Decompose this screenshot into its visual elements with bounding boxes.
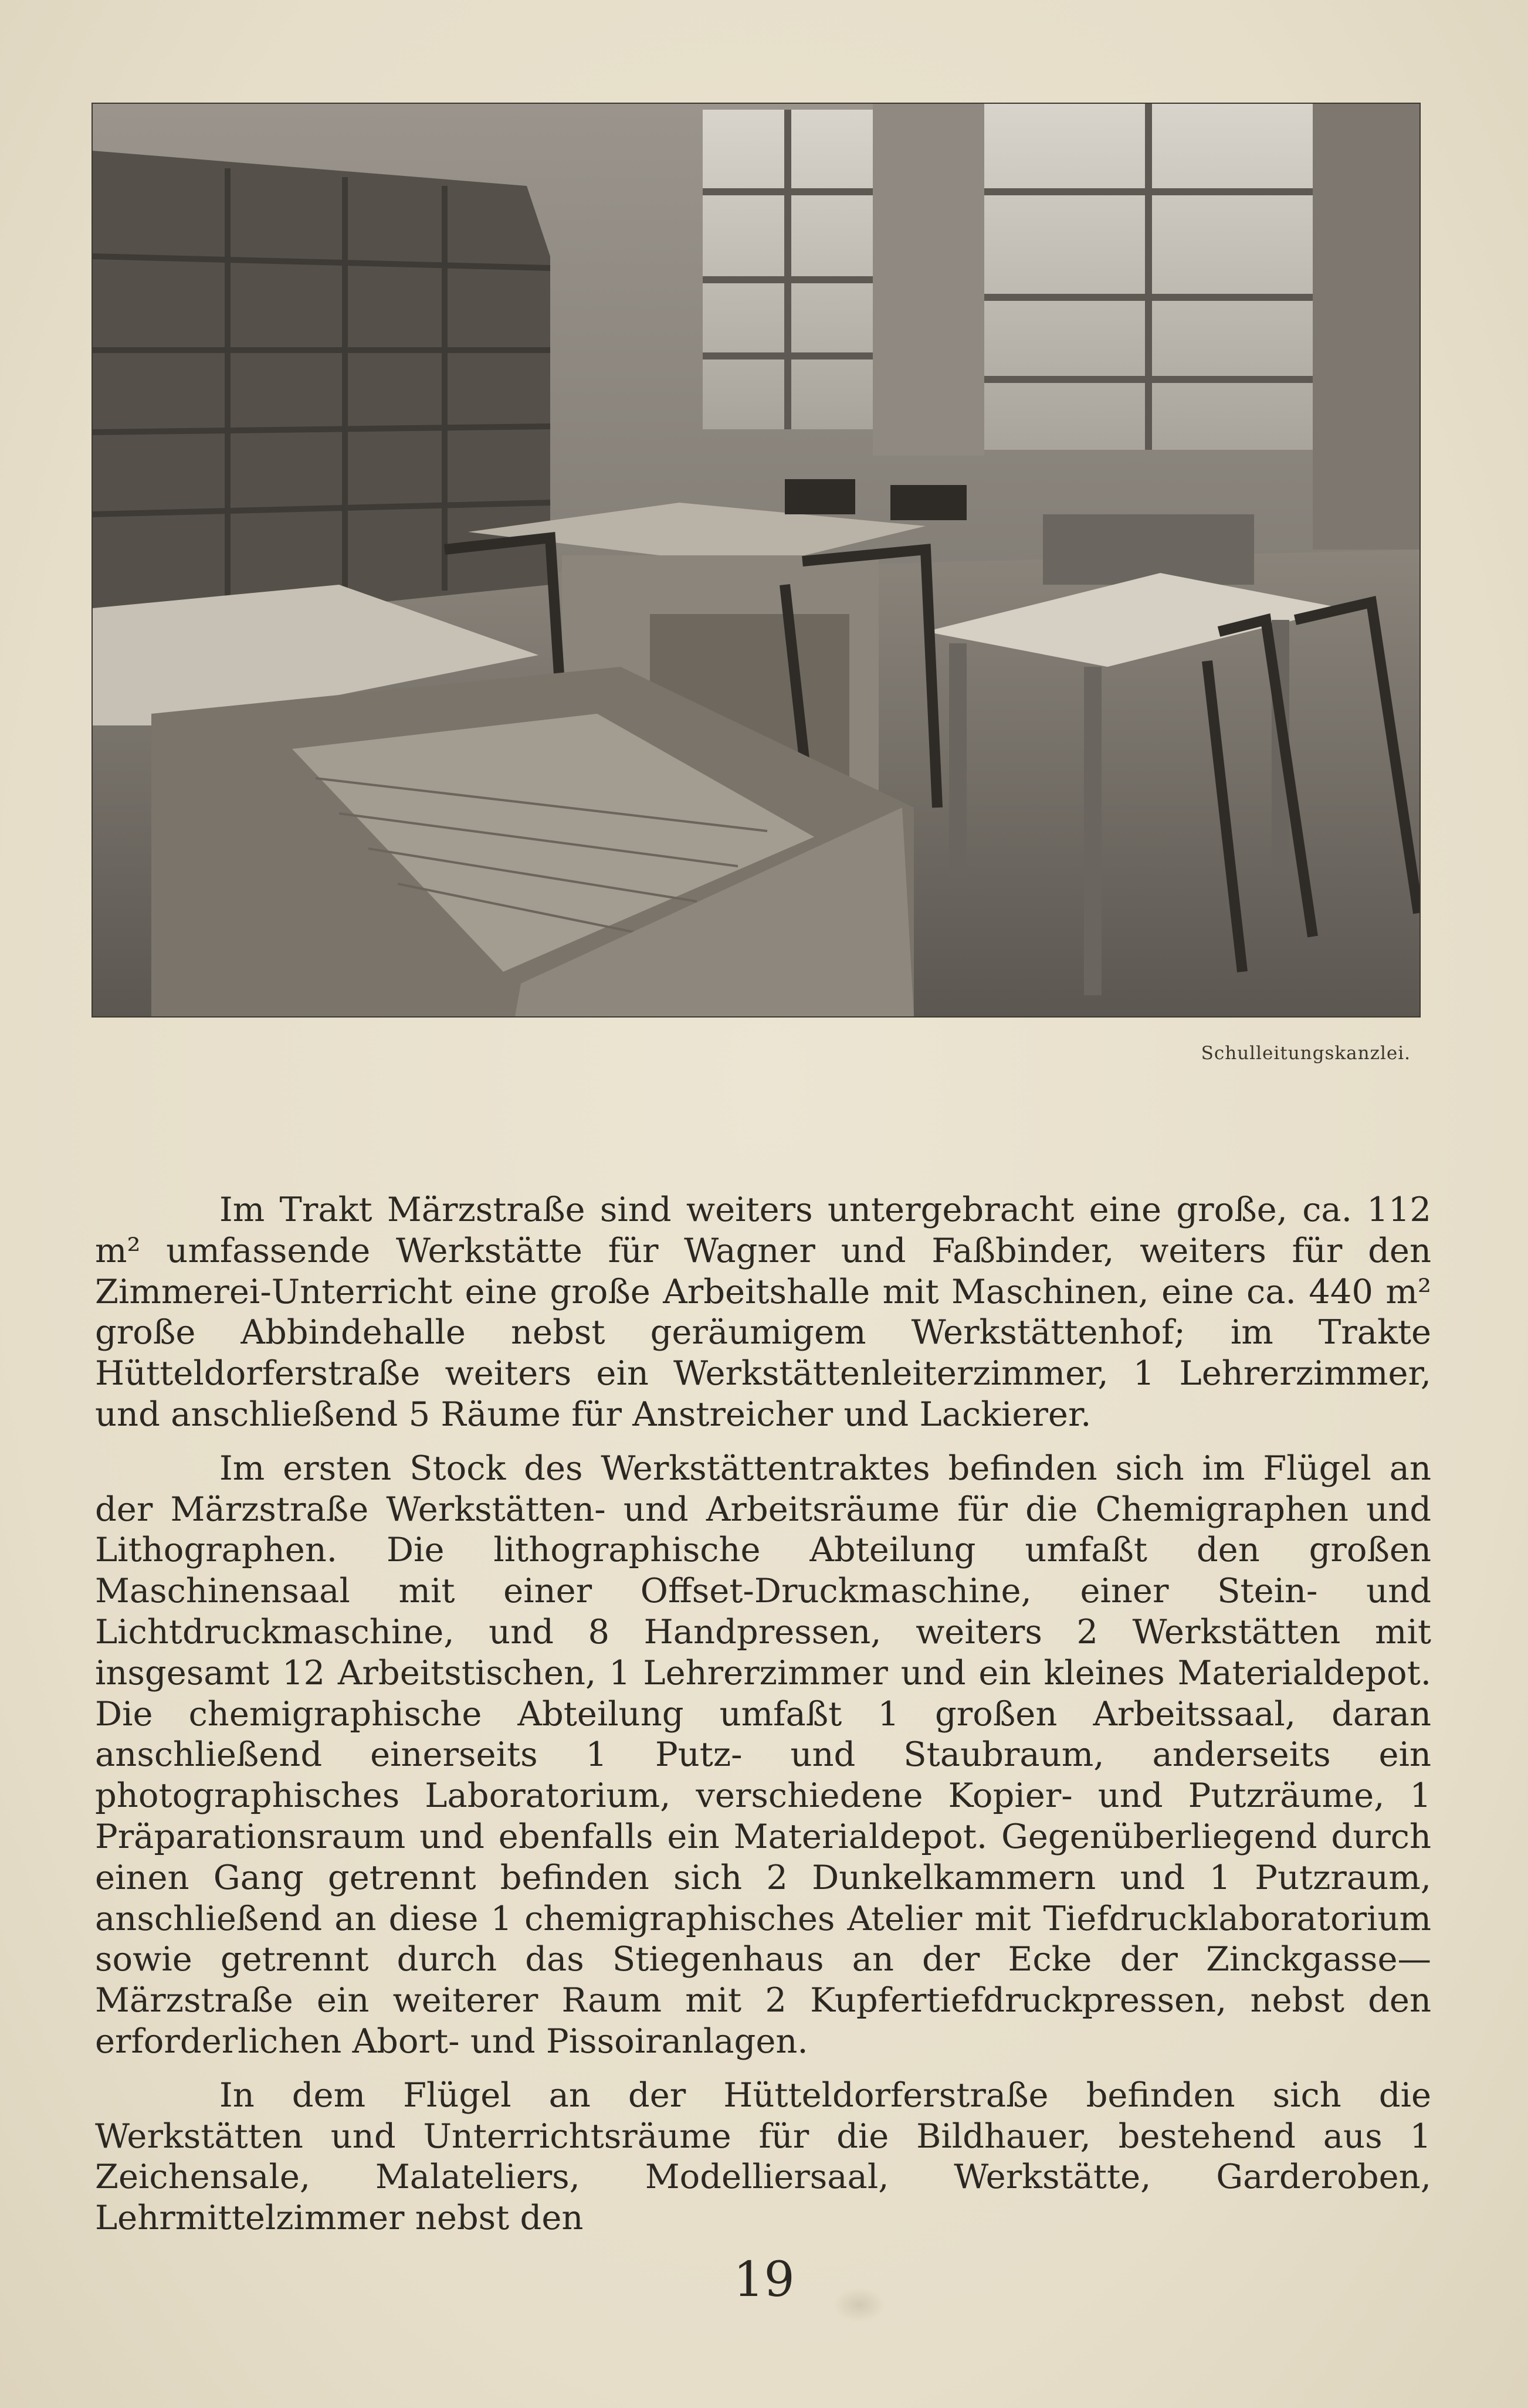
paragraph-1: Im Trakt Märzstraße sind weiters untergebracht eine große, ca. 112 m² umfassende Werkstätte für Wagner und Faßbinder, weiters für den Zimmerei-Unterricht eine große Arbeitshalle mit Maschinen, eine ca. 440 m² große Abbindehalle nebst geräumigem Werkstättenhof; im Trakte Hütteldorferstraße weiters ein Werkstättenleiterzimmer, 1 Lehrerzimmer, und anschließend 5 Räume für Anstreicher und Lackierer.	[95, 1190, 1431, 1434]
paragraph-3: In dem Flügel an der Hütteldorferstraße befinden sich die Werkstätten und Unterrichtsräume für die Bildhauer, bestehend aus 1 Zeichensale, Malateliers, Modelliersaal, Werkstätte, Garderoben, Lehrmittelzimmer nebst den	[95, 2075, 1431, 2238]
office-interior-image	[93, 104, 1419, 1016]
photo-caption: Schulleitungskanzlei.	[1201, 1043, 1411, 1064]
office-photograph	[93, 104, 1419, 1016]
paper-stain	[833, 2287, 886, 2322]
paragraph-2: Im ersten Stock des Werkstättentraktes befinden sich im Flügel an der Märzstraße Werkstätten- und Arbeitsräume für die Chemigraphen und Lithographen. Die lithographische Abteilung umfaßt den großen Maschinensaal mit einer Offset-Druckmaschine, einer Stein- und Lichtdruckmaschine, und 8 Handpressen, weiters 2 Werkstätten mit insgesamt 12 Arbeitstischen, 1 Lehrerzimmer und ein kleines Materialdepot. Die chemigraphische Abteilung umfaßt 1 großen Arbeitssaal, daran anschließend einerseits 1 Putz- und Staubraum, anderseits ein photographisches Laboratorium, verschiedene Kopier- und Putzräume, 1 Präparationsraum und ebenfalls ein Materialdepot. Gegenüberliegend durch einen Gang getrennt befinden sich 2 Dunkelkammern und 1 Putzraum, anschließend an diese 1 chemigraphisches Atelier mit Tiefdrucklaboratorium sowie getrennt durch das Stiegenhaus an der Ecke der Zinckgasse—Märzstraße ein weiterer Raum mit 2 Kupfertiefdruckpressen, nebst den erforderlichen Abort- und Pissoiranlagen.	[95, 1448, 1431, 2061]
body-text	[95, 1189, 1431, 2239]
page-number: 19	[733, 2252, 795, 2308]
